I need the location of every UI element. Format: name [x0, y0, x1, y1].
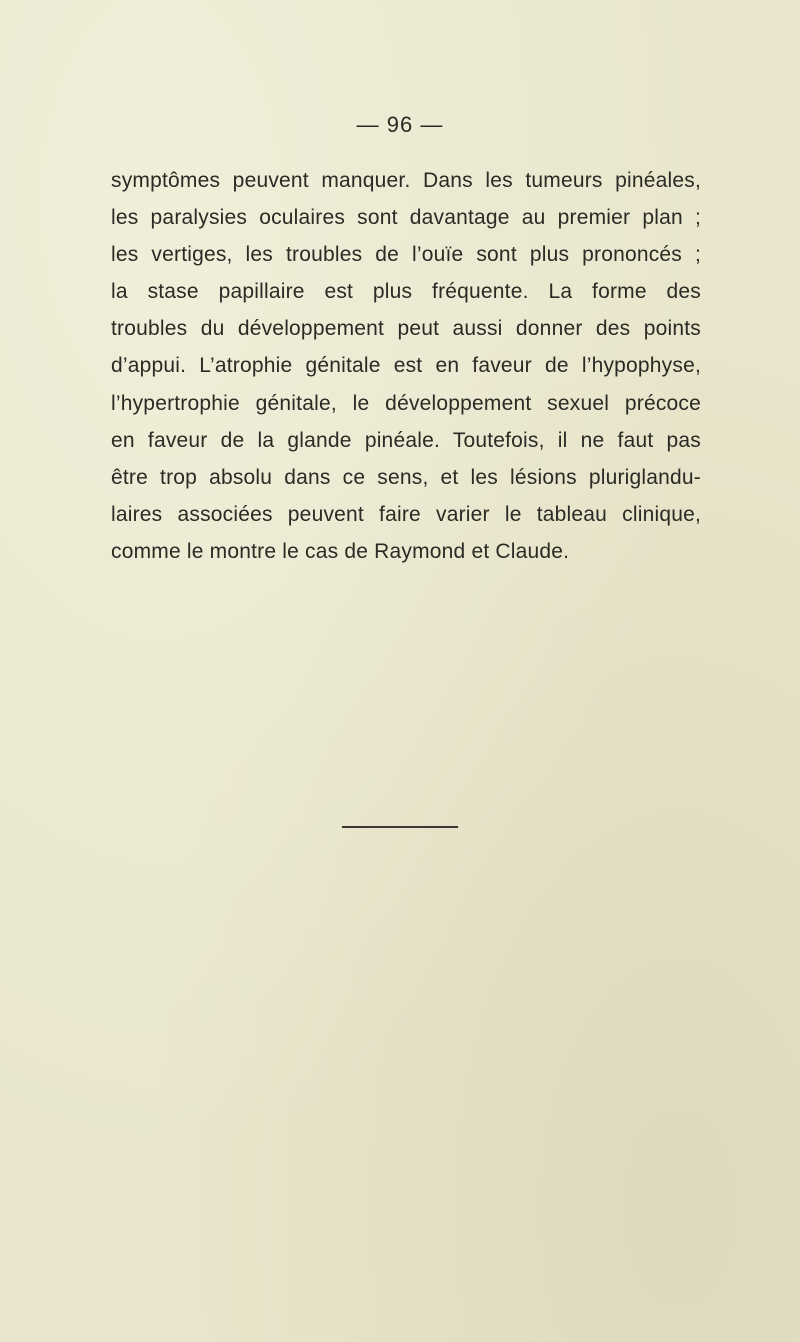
text-line: d’appui. L’atrophie génitale est en faveur de l’hypophyse,	[111, 354, 701, 378]
text-line: en faveur de la glande pinéale. Toutefois, il ne faut pas	[111, 428, 701, 452]
text-line: comme le montre le cas de Raymond et Claude.	[111, 539, 570, 563]
text-line: troubles du développement peut aussi donner des points	[111, 317, 701, 341]
text-line: l’hypertrophie génitale, le développement sexuel précoce	[111, 391, 701, 415]
page-number: — 96 —	[356, 112, 444, 137]
text-line: laires associées peuvent faire varier le tableau clinique,	[111, 502, 701, 526]
text-line: les vertiges, les troubles de l’ouïe sont plus prononcés ;	[111, 243, 701, 267]
text-line: symptômes peuvent manquer. Dans les tumeurs pinéales,	[111, 169, 701, 192]
text-line: la stase papillaire est plus fréquente. La forme des	[111, 280, 701, 304]
text-line: être trop absolu dans ce sens, et les lésions pluriglandu-	[111, 465, 701, 489]
text-line: les paralysies oculaires sont davantage au premier plan ;	[111, 206, 701, 230]
body-paragraph	[111, 162, 701, 570]
section-separator-rule	[342, 826, 458, 828]
